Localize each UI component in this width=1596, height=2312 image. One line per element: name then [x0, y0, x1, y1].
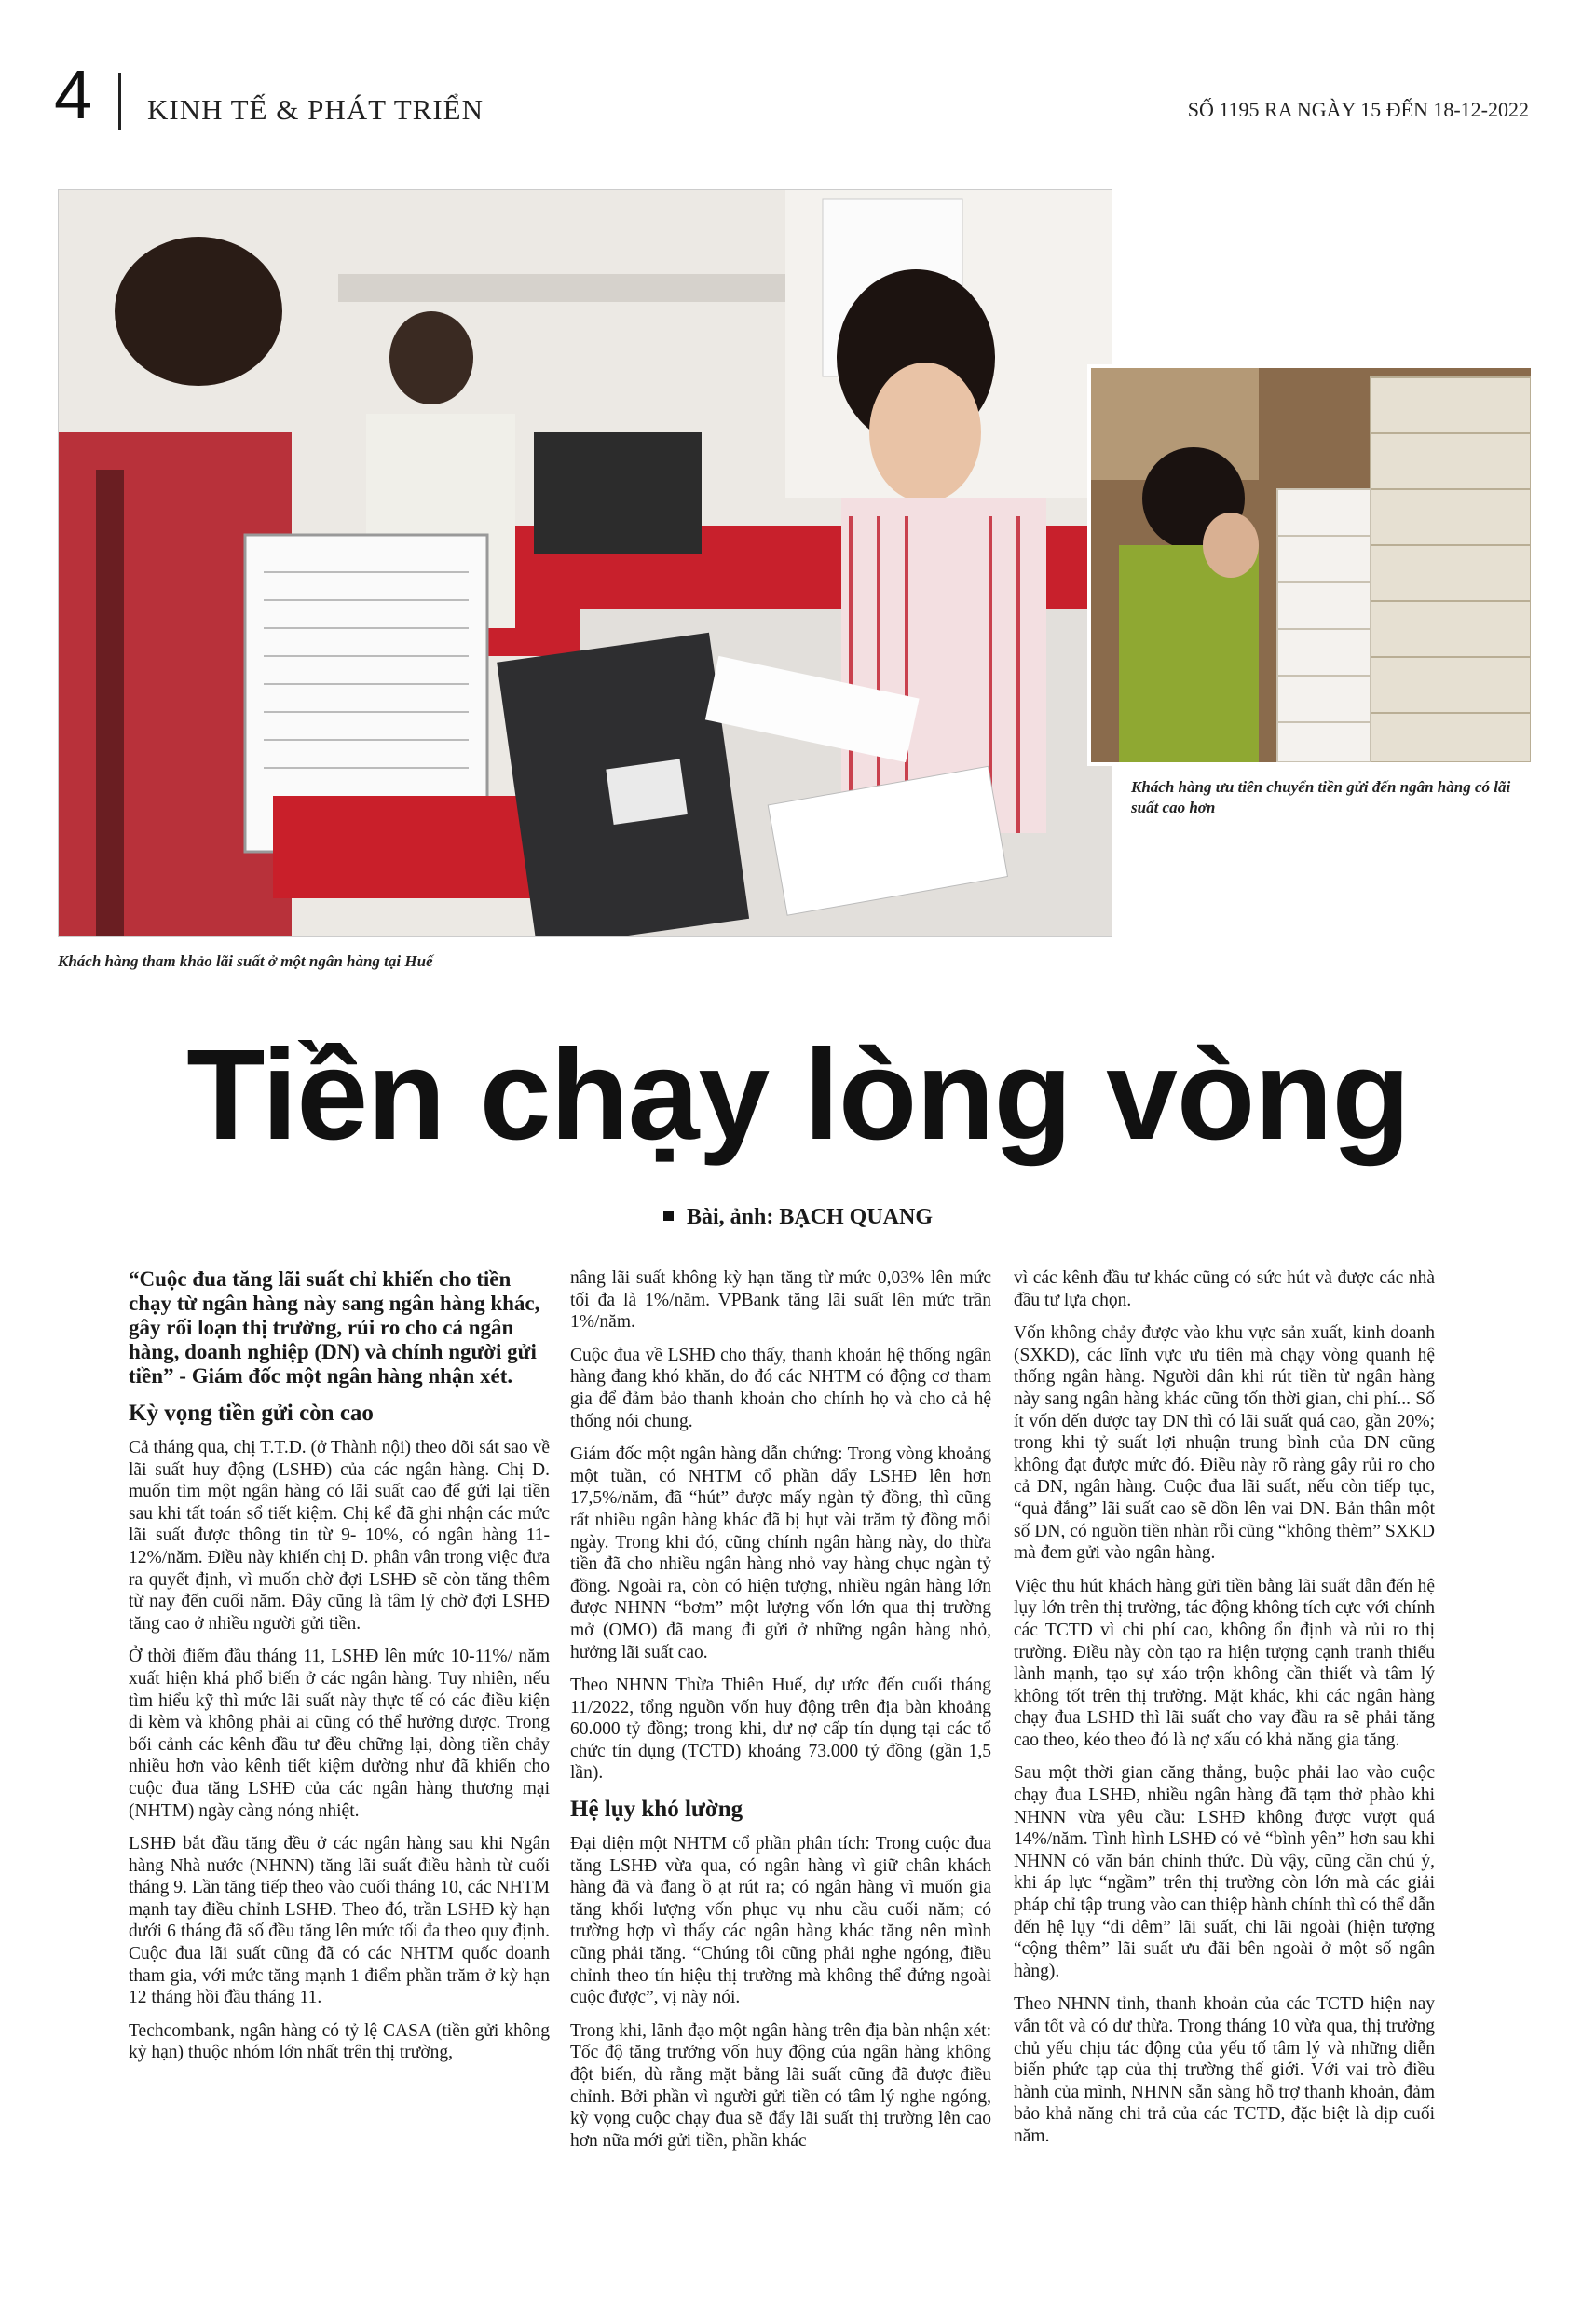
paragraph: LSHĐ bắt đầu tăng đều ở các ngân hàng sau khi Ngân hàng Nhà nước (NHNN) tăng lãi suất điều hành từ cuối tháng 9. Lần tăng tiếp theo vào cuối tháng 10, các NHTM mạnh tay điều chỉnh LSHĐ. Theo đó, trần LSHĐ kỳ hạn dưới 6 tháng đã số đều tăng lên mức tối đa theo quy định. Cuộc đua lãi suất cũng đã có các NHTM quốc doanh tham gia, với mức tăng mạnh 1 điểm phần trăm ở kỳ hạn 12 tháng hồi đầu tháng 11. — [129, 1834, 550, 2008]
header-divider — [118, 73, 121, 130]
issue-date: SỐ 1195 RA NGÀY 15 ĐẾN 18-12-2022 — [1187, 98, 1529, 121]
section-title: KINH TẾ & PHÁT TRIỂN — [147, 93, 484, 126]
article-column-3 — [1014, 1267, 1435, 2159]
article-column-1 — [129, 1267, 550, 2075]
paragraph: Trong khi, lãnh đạo một ngân hàng trên địa bàn nhận xét: Tốc độ tăng trưởng vốn huy động của ngân hàng không đột biến, dù rằng mặt bằng lãi suất cũng đã được điều chỉnh. Bởi phần vì người gửi tiền có tâm lý nghe ngóng, kỳ vọng cuộc chạy đua sẽ đẩy lãi suất thị trường lên cao hơn nữa mới gửi tiền, phần khác — [570, 2020, 991, 2151]
paragraph: Việc thu hút khách hàng gửi tiền bằng lãi suất dẫn đến hệ lụy lớn trên thị trường, tác động không tích cực với chính các TCTD vì chi phí cao, không ổn định và rủi ro thị trường. Điều này còn tạo ra hiện tượng cạnh tranh thiếu lành mạnh, tạo sự xáo trộn không cần thiết và tâm lý không tốt trên thị trường. Mặt khác, khi các ngân hàng chạy đua LSHĐ thì lãi suất cho vay đầu ra sẽ phải tăng cao theo, kéo theo đó là nợ xấu có khả năng gia tăng. — [1014, 1576, 1435, 1750]
main-photo-caption: Khách hàng tham khảo lãi suất ở một ngân hàng tại Huế — [58, 952, 433, 970]
paragraph: nâng lãi suất không kỳ hạn tăng từ mức 0,03% lên mức tối đa là 1%/năm. VPBank tăng lãi suất lên mức trần 1%/năm. — [570, 1268, 991, 1333]
paragraph: Techcombank, ngân hàng có tỷ lệ CASA (tiền gửi không kỳ hạn) thuộc nhóm lớn nhất trên thị trường, — [129, 2020, 550, 2063]
subheading: Hệ lụy khó lường — [570, 1797, 743, 1823]
paragraph: Giám đốc một ngân hàng dẫn chứng: Trong vòng khoảng một tuần, có NHTM cổ phần đẩy LSHĐ lên hơn 17,5%/năm, đã “hút” được mấy ngàn tỷ đồng, thì cũng rất nhiều ngân hàng khác đã bị hụt vài trăm tỷ đồng mỗi ngày. Trong khi đó, cũng chính ngân hàng này, do thừa tiền đã cho nhiều ngân hàng nhỏ vay hàng chục ngàn tỷ đồng. Ngoài ra, còn có hiện tượng, nhiều ngân hàng lớn được NHNN “bơm” một lượng vốn lớn qua thị trường mở (OMO) đã mang đi gửi ở những ngân hàng nhỏ, hưởng lãi suất cao. — [570, 1444, 991, 1662]
main-photo — [58, 189, 1112, 937]
paragraph: Cuộc đua về LSHĐ cho thấy, thanh khoản hệ thống ngân hàng đang khó khăn, do đó các NHTM có động cơ tham gia để đảm bảo thanh khoản cho chính họ và cho cả hệ thống nói chung. — [570, 1345, 991, 1431]
paragraph: Theo NHNN Thừa Thiên Huế, dự ước đến cuối tháng 11/2022, tổng nguồn vốn huy động trên địa bàn khoảng 60.000 tỷ đồng; trong khi, dư nợ cấp tín dụng tại các tổ chức tín dụng (TCTD) khoảng 73.000 tỷ đồng (gần 1,5 lần). — [570, 1676, 991, 1784]
byline-text: Bài, ảnh: BẠCH QUANG — [686, 1205, 934, 1229]
bullet-square-icon — [663, 1211, 674, 1221]
article-column-2 — [570, 1267, 991, 2163]
byline — [0, 1205, 1596, 1230]
paragraph: Đại diện một NHTM cổ phần phân tích: Trong cuộc đua tăng LSHĐ vừa qua, có ngân hàng vì giữ chân khách hàng đã và đang ồ ạt rút ra; có ngân hàng vì muốn gia tăng khối lượng vốn phục vụ nhu cầu cuối năm; có trường hợp vì thấy các ngân hàng khác tăng nên mình cũng phải tăng. “Chúng tôi cũng phải nghe ngóng, điều chỉnh theo tín hiệu thị trường mà không thể đứng ngoài cuộc được”, vị này nói. — [570, 1834, 991, 2008]
inset-photo-caption: Khách hàng ưu tiên chuyển tiền gửi đến ngân hàng có lãi suất cao hơn — [1131, 778, 1511, 816]
inset-photo — [1087, 364, 1535, 766]
subheading: Kỳ vọng tiền gửi còn cao — [129, 1401, 374, 1426]
article-headline: Tiền chạy lòng vòng — [186, 1023, 1410, 1167]
article-lead: “Cuộc đua tăng lãi suất chỉ khiến cho tiền chạy từ ngân hàng này sang ngân hàng khác, gây rối loạn thị trường, rủi ro cho cả ngân hàng, doanh nghiệp (DN) và chính người gửi tiền” - Giám đốc một ngân hàng nhận xét. — [129, 1267, 540, 1388]
page-number: 4 — [54, 56, 93, 133]
paragraph: vì các kênh đầu tư khác cũng có sức hút và được các nhà đầu tư lựa chọn. — [1014, 1268, 1435, 1310]
paragraph: Cả tháng qua, chị T.T.D. (ở Thành nội) theo dõi sát sao về lãi suất huy động (LSHĐ) của các ngân hàng. Chị D. muốn tìm một ngân hàng có lãi suất cao để gửi lại tiền sau khi tất toán sổ tiết kiệm. Chị kể đã ghi nhận các mức lãi suất được thông tin từ 9- 10%, có ngân hàng 11-12%/năm. Điều này khiến chị D. phân vân trong việc đưa ra quyết định, vì muốn chờ đợi LSHĐ sẽ còn tăng thêm từ nay đến cuối năm. Đây cũng là tâm lý chờ đợi LSHĐ tăng cao ở nhiều người gửi tiền. — [129, 1438, 550, 1634]
paragraph: Theo NHNN tỉnh, thanh khoản của các TCTD hiện nay vẫn tốt và có dư thừa. Trong tháng 10 vừa qua, thị trường chủ yếu chịu tác động của yếu tố tâm lý và những diễn biến phức tạp của thị trường thế giới. Với vai trò điều hành của mình, NHNN sẵn sàng hỗ trợ thanh khoản, đảm bảo khả năng chi trả của các TCTD, đặc biệt là dịp cuối năm. — [1014, 1994, 1435, 2146]
paragraph: Vốn không chảy được vào khu vực sản xuất, kinh doanh (SXKD), các lĩnh vực ưu tiên mà chạy vòng quanh hệ thống ngân hàng. Người dân khi rút tiền từ ngân hàng này sang ngân hàng khác cũng tốn thời gian, chi phí... Số ít vốn đến được tay DN thì có lãi suất quá cao, gần 20%; trong khi tỷ suất lợi nhuận trung bình của DN cũng không đạt được mức đó. Điều này rõ ràng gây rủi ro cho cả DN, ngân hàng. Cuộc đua lãi suất, nếu còn tiếp tục, “quả đắng” lãi suất cao sẽ dồn lên vai DN. Bản thân một số DN, có nguồn tiền nhàn rỗi cũng “không thèm” SXKD mà đem gửi vào ngân hàng. — [1014, 1323, 1435, 1564]
paragraph: Sau một thời gian căng thẳng, buộc phải lao vào cuộc chạy đua LSHĐ, nhiều ngân hàng đã tạm thở phào khi NHNN vừa yêu cầu: LSHĐ không được vượt quá 14%/năm. Tình hình LSHĐ có vẻ “bình yên” hơn sau khi NHNN có văn bản chính thức. Dù vậy, cũng cần chú ý, khi áp lực “ngầm” trên thị trường còn lớn mà các giải pháp chỉ tập trung vào can thiệp hành chính thì có thể dẫn đến hệ lụy “đi đêm” lãi suất, chi lãi ngoài (hiện tượng “cộng thêm” lãi suất ưu đãi bên ngoài ở một số ngân hàng). — [1014, 1763, 1435, 1981]
paragraph: Ở thời điểm đầu tháng 11, LSHĐ lên mức 10-11%/ năm xuất hiện khá phổ biến ở các ngân hàng. Tuy nhiên, nếu tìm hiểu kỹ thì mức lãi suất này thực tế có các điều kiện đi kèm và không phải ai cũng có thể hưởng được. Trong bối cảnh các kênh đầu tư đều chững lại, dòng tiền chảy nhiều hơn vào kênh tiết kiệm dường như đã khiến cho cuộc đua tăng LSHĐ của các ngân hàng thương mại (NHTM) ngày càng nóng nhiệt. — [129, 1647, 550, 1821]
